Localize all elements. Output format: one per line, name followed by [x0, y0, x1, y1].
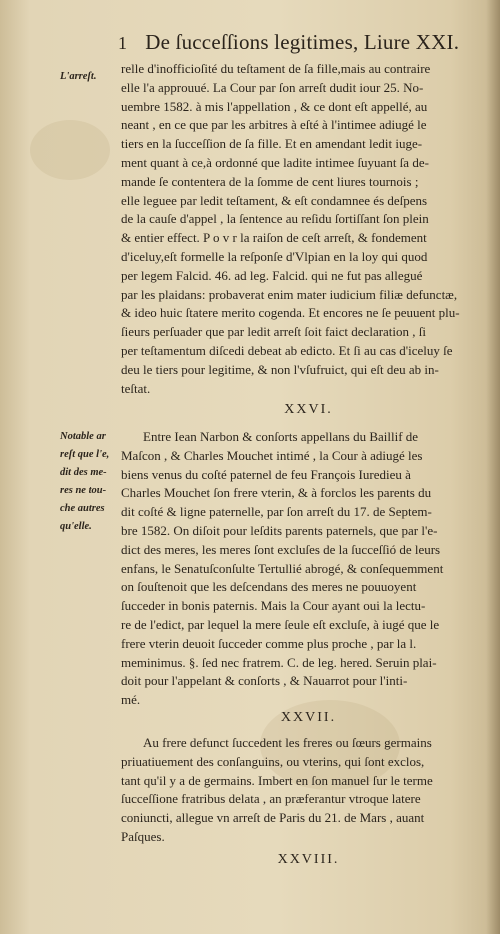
- paragraph-block-3: [121, 734, 496, 847]
- section-heading-xxvi: XXVI.: [284, 402, 333, 417]
- text-line: on ſouſtenoit que les deſcendans des meres ne pouuoyent: [121, 579, 417, 595]
- text-line: doit pour l'appelant & conſorts , & Nauarrot pour l'inti-: [121, 673, 408, 689]
- margin-note-line: res ne tou-: [60, 485, 107, 496]
- text-line: deu le tiers pour legitime, & non l'vſufruict, qui eſt deu ab in-: [121, 361, 439, 377]
- text-line: Charles Mouchet ſon frere vterin, & à forclos les parents du: [121, 485, 432, 501]
- text-line: neant , en ce que par les arbitres à eſté à l'intimee adiugé le: [121, 117, 427, 133]
- text-line: uembre 1582. à mis l'appellation , & ce dont eſt appellé, au: [121, 98, 428, 114]
- margin-note-arrest: L'arreſt.: [60, 71, 97, 82]
- text-line: mé.: [121, 692, 141, 708]
- text-line: tiers en la ſucceſſion de ſa fille. Et en amendant ledit iuge-: [121, 136, 423, 152]
- text-line: de la cauſe d'appel , la ſentence au reſidu ſortiſſant ſon plein: [121, 211, 429, 227]
- text-line: per teſtamentum diſcedi debeat ab edicto. Et ſi au cas d'iceluy ſe: [121, 342, 453, 358]
- text-line: meminimus. §. ſed nec fratrem. C. de leg. hered. Seruin plai-: [121, 654, 437, 670]
- folio-number: 1: [118, 33, 128, 53]
- text-line: biens venus du coſté paternel de feu François Iuredieu à: [121, 466, 411, 482]
- text-line: mande ſe contentera de la ſomme de cent liures tournois ;: [121, 173, 419, 189]
- text-line: relle d'inofficioſité du teſtament de ſa fille,mais au contraire: [121, 61, 431, 76]
- margin-note-line: dit des me-: [60, 467, 107, 478]
- text-line: d'iceluy,eſt formelle la reſponſe d'Vlpian en la loy qui quod: [121, 248, 428, 264]
- margin-note-line: reſt que l'e,: [60, 449, 110, 460]
- text-line: Au frere defunct ſuccedent les freres ou ſœurs germains: [143, 735, 432, 750]
- text-line: ſieurs perſuader que par ledit arreſt ſoit faict declaration , ſi: [121, 324, 427, 340]
- margin-note-notable: [60, 428, 120, 536]
- text-line: elle leguee par ledit teſtament, & eſt condamnee és deſpens: [121, 192, 428, 208]
- text-line: coniuncti, allegue vn arreſt de Paris du 21. de Mars , auant: [121, 810, 425, 826]
- text-line: & ideo huic ſtatere merito cogenda. Et encores ne ſe peuuent plu-: [121, 305, 460, 321]
- text-line: bre 1582. On diſoit pour leſdits parents paternels, que par l'e-: [121, 522, 438, 538]
- text-line: ſucceder in bonis paternis. Mais la Cour ayant oui la lectu-: [121, 598, 426, 614]
- text-line: re de l'edict, par lequel la mere ſeule eſt excluſe, à iugé que le: [121, 616, 440, 632]
- text-line: Maſcon , & Charles Mouchet intimé , la Cour à adiugé les: [121, 447, 423, 463]
- text-line: frere vterin deuoit ſucceder comme plus proche , par la l.: [121, 635, 417, 651]
- text-line: dict des meres, les meres ſont excluſes de la ſucceſſió de leurs: [121, 541, 441, 557]
- paper-stain: [30, 120, 110, 180]
- section-heading-xxvii: XXVII.: [280, 710, 337, 725]
- section-heading-xxviii: XXVIII.: [277, 852, 340, 867]
- running-header: [118, 30, 480, 60]
- text-line: ſucceſſione fratribus delata , an præferantur vtroque latere: [121, 791, 421, 807]
- text-line: teſtat.: [121, 380, 151, 396]
- margin-note-line: che autres: [60, 503, 105, 514]
- text-line: elle l'a approuué. La Cour par ſon arreſt dudit iour 25. No-: [121, 79, 424, 95]
- text-line: Paſques.: [121, 828, 165, 844]
- margin-note-line: qu'elle.: [60, 521, 92, 532]
- paragraph-block-1: [121, 60, 496, 398]
- text-line: per legem Falcid. 46. ad leg. Falcid. qui ne fut pas allegué: [121, 267, 423, 283]
- text-line: enfans, le Senatuſconſulte Tertullié abrogé, & conſequemment: [121, 560, 444, 576]
- running-title: De ſucceſſions legitimes, Liure XXI.: [145, 30, 460, 54]
- text-line: & entier effect. P o v r la raiſon de ceſt arreſt, & fondement: [121, 230, 427, 246]
- text-line: Entre Iean Narbon & conſorts appellans du Baillif de: [143, 429, 419, 444]
- text-line: tant qu'il y a de germains. Imbert en ſon manuel ſur le terme: [121, 772, 433, 788]
- text-line: dit coſté & ligne paternelle, par ſon arreſt du 17. de Septem-: [121, 504, 432, 520]
- paragraph-block-2: [121, 428, 496, 710]
- text-line: par les plaidans: probaverat enim mater iudicium filiæ defunctæ,: [121, 286, 458, 302]
- margin-note-line: Notable ar: [60, 431, 106, 442]
- text-line: priuatiuement des conſanguins, ou vterins, qui ſont exclos,: [121, 753, 425, 769]
- text-line: ment quant à ce,à ordonné que ladite intimee ſuyuant ſa de-: [121, 154, 429, 170]
